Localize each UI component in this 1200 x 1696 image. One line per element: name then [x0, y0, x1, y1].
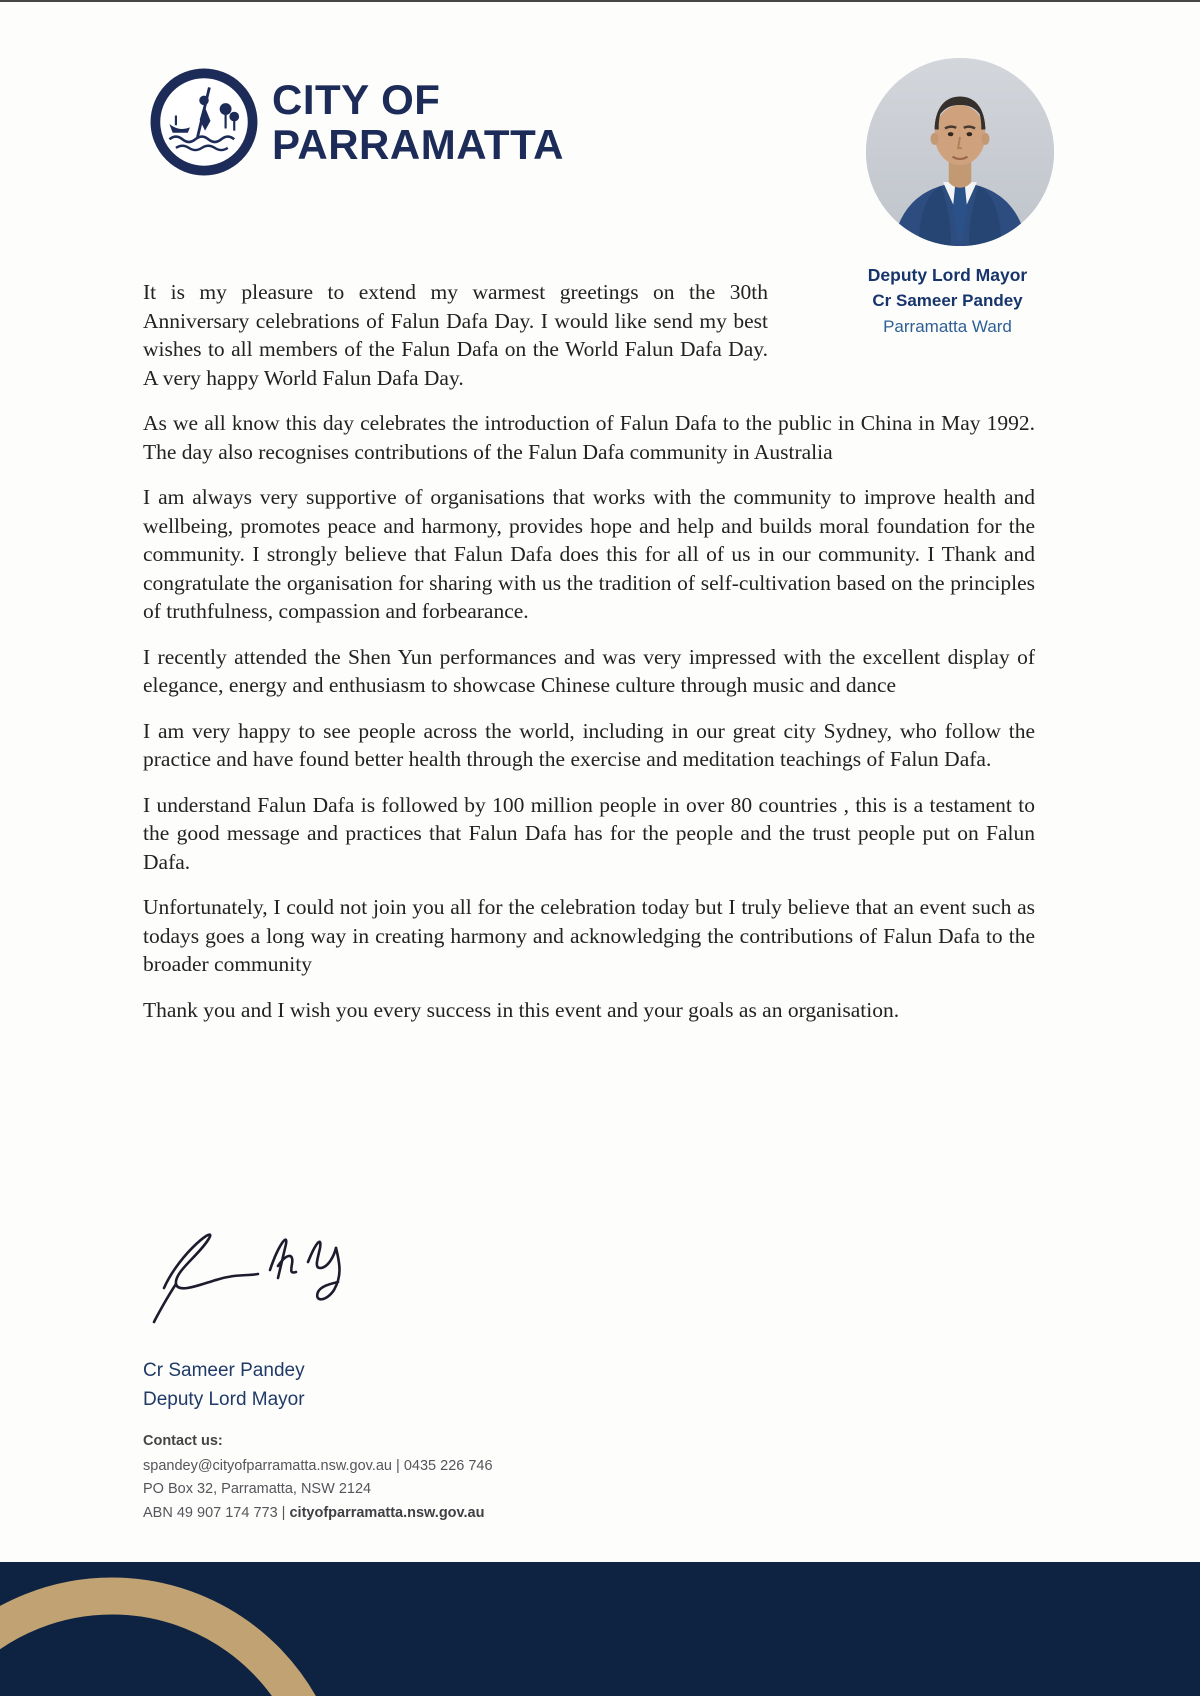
gold-ring-decoration	[0, 1562, 1200, 1696]
contact-address: PO Box 32, Parramatta, NSW 2124	[143, 1481, 372, 1497]
contact-separator-2: |	[281, 1504, 286, 1521]
contact-phone: 0435 226 746	[403, 1457, 493, 1474]
contact-email: spandey@cityofparramatta.nsw.gov.au	[143, 1457, 392, 1474]
contact-abn: ABN 49 907 174 773	[143, 1504, 278, 1521]
signoff-block	[143, 1356, 305, 1414]
signoff-name: Cr Sameer Pandey	[143, 1360, 305, 1381]
contact-website: cityofparramatta.nsw.gov.au	[289, 1504, 485, 1521]
contact-separator-1: |	[396, 1457, 400, 1474]
paragraph-apology: Unfortunately, I could not join you all for the celebration today but I truly believe that an event such as todays goes a long way in creating harmony and acknowledging the contributions of Falun Dafa to the broader community	[143, 895, 1035, 976]
paragraph-worldwide: I am very happy to see people across the world, including in our great city Sydney, who follow the practice and have found better health through the exercise and meditation teachings of Falun Dafa.	[143, 718, 1035, 771]
top-border-line	[0, 0, 1200, 2]
city-of-parramatta-logo	[150, 68, 564, 176]
deputy-lord-mayor-photo	[866, 58, 1054, 246]
contact-block	[143, 1430, 493, 1525]
signature-image	[150, 1192, 390, 1327]
logo-text-line1: CITY OF	[272, 76, 441, 123]
paragraph-support: I am always very supportive of organisations that works with the community to improve health and wellbeing, promotes peace and harmony, provides hope and help and builds moral foundation for the community. I strongly believe that Falun Dafa does this for all of us in our community. I Thank and congratulate the organisation for sharing with us the tradition of self-cultivation based on the principles of truthfulness, compassion and forbearance.	[143, 485, 1035, 623]
official-title: Deputy Lord Mayor	[867, 265, 1028, 285]
logo-wordmark	[272, 77, 564, 167]
official-ward: Parramatta Ward	[883, 317, 1012, 336]
footer-band	[0, 1562, 1200, 1696]
paragraph-history: As we all know this day celebrates the introduction of Falun Dafa to the public in China in May 1992. The day also recognises contributions of the Falun Dafa community in Australia	[143, 411, 1035, 464]
paragraph-followers: I understand Falun Dafa is followed by 100 million people in over 80 countries , this is a testament to the good message and practices that Falun Dafa has for the people and the trust people put on Falun Dafa.	[143, 792, 1035, 874]
contact-email-phone	[143, 1455, 493, 1479]
contact-heading: Contact us:	[143, 1433, 223, 1449]
official-name: Cr Sameer Pandey	[872, 291, 1023, 310]
portrait-image	[866, 58, 1054, 246]
parramatta-crest-icon	[150, 68, 258, 176]
signoff-title: Deputy Lord Mayor	[143, 1389, 305, 1410]
paragraph-greeting: It is my pleasure to extend my warmest greetings on the 30th Anniversary celebrations of Falun Dafa Day. I would like send my best wishes to all members of the Falun Dafa on the World Falun Dafa Day. A very happy World Falun Dafa Day.	[143, 280, 768, 390]
paragraph-shen-yun: I recently attended the Shen Yun performances and was very impressed with the excellent display of elegance, energy and enthusiasm to showcase Chinese culture through music and dance	[143, 644, 1035, 697]
letter-body	[143, 278, 1035, 1041]
contact-abn-website	[143, 1502, 493, 1526]
paragraph-thanks: Thank you and I wish you every success in this event and your goals as an organisation.	[143, 997, 900, 1022]
logo-text-line2: PARRAMATTA	[272, 121, 564, 168]
